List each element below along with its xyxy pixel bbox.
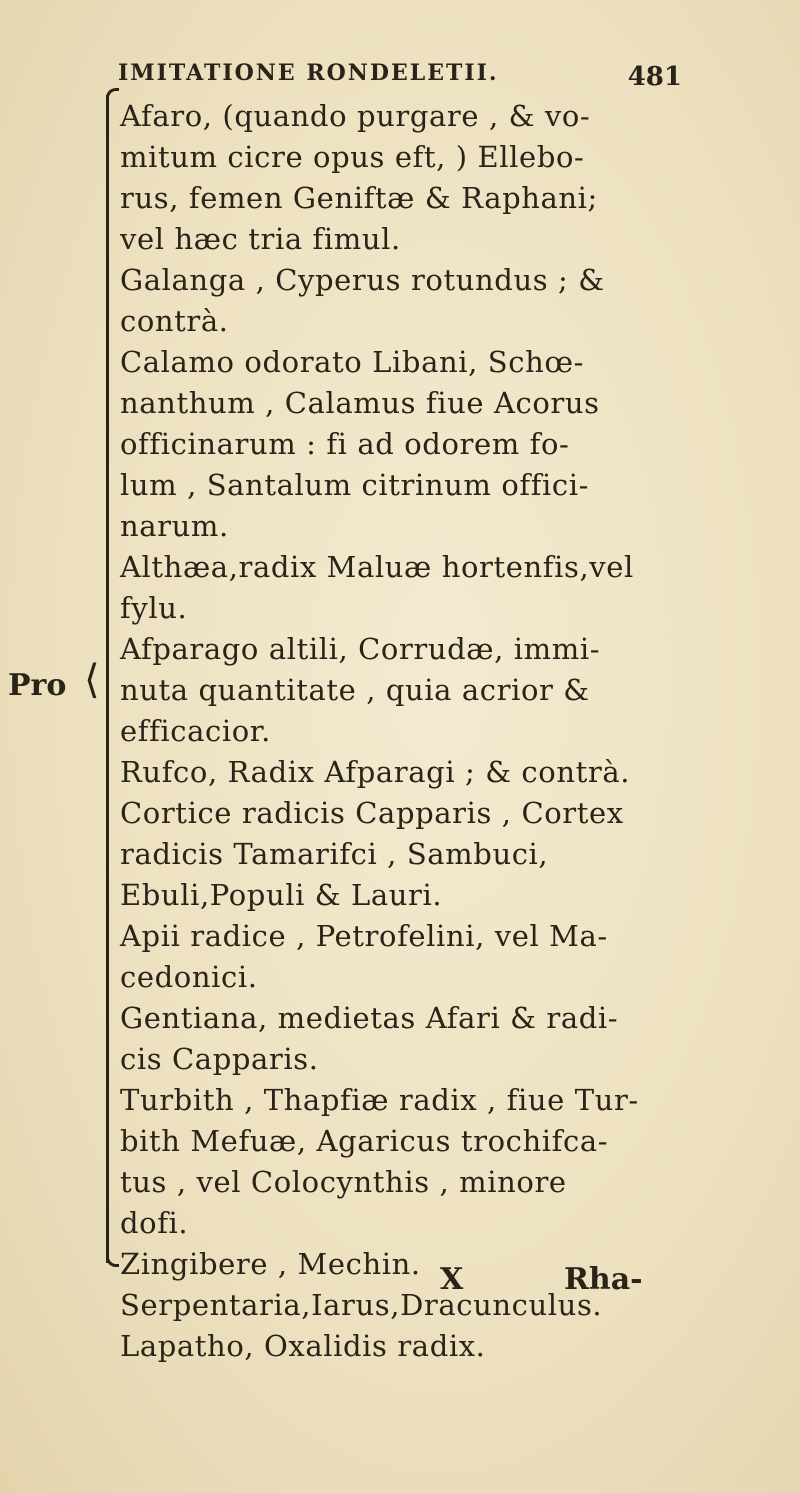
entry-line: Cortice radicis Capparis , Cortex: [120, 796, 624, 830]
brace-point-icon: ⟨: [84, 657, 100, 703]
entry-line: Galanga , Cyperus rotundus ; &: [120, 263, 605, 297]
entry-line: mitum cicre opus eft, ) Ellebo-: [120, 140, 585, 174]
entry-apii: [120, 916, 690, 998]
entry-afparago: [120, 629, 690, 752]
side-label: Pro: [8, 668, 67, 703]
entry-line: radicis Tamarifci , Sambuci,: [120, 837, 549, 871]
entry-line: Lapatho, Oxalidis radix.: [120, 1329, 486, 1363]
entry-line: rus, femen Geniftæ & Raphani;: [120, 181, 598, 215]
entry-line: Althæa,radix Maluæ hortenfis,vel: [120, 550, 634, 584]
entry-rufco: [120, 752, 690, 793]
entry-calamo: [120, 342, 690, 547]
entry-line: vel hæc tria fimul.: [120, 222, 401, 256]
entry-line: Rufco, Radix Afparagi ; & contrà.: [120, 755, 631, 789]
entry-list: [120, 96, 690, 1367]
entry-line: Ebuli,Populi & Lauri.: [120, 878, 443, 912]
entry-line: Gentiana, medietas Afari & radi-: [120, 1001, 619, 1035]
entry-line: dofi.: [120, 1206, 189, 1240]
entry-althaea: [120, 547, 690, 629]
entry-afaro: [120, 96, 690, 260]
page-header: [118, 60, 682, 100]
entry-line: officinarum : fi ad odorem fo-: [120, 427, 570, 461]
signature-mark: X: [440, 1262, 464, 1297]
entry-line: Calamo odorato Libani, Schœ-: [120, 345, 585, 379]
page-number: 481: [627, 62, 682, 92]
brace-bottom-hook: [106, 1252, 119, 1267]
entry-line: cedonici.: [120, 960, 258, 994]
entry-line: cis Capparis.: [120, 1042, 319, 1076]
entry-line: Apii radice , Petrofelini, vel Ma-: [120, 919, 608, 953]
entry-line: Afaro, (quando purgare , & vo-: [120, 99, 591, 133]
entry-galanga: [120, 260, 690, 342]
entry-line: efficacior.: [120, 714, 271, 748]
catchword: Rha-: [564, 1262, 643, 1297]
entry-lapatho: [120, 1326, 690, 1367]
entry-cortice: [120, 793, 690, 916]
entry-line: Zingibere , Mechin.: [120, 1247, 421, 1281]
brace-vertical-line: [106, 95, 109, 1263]
entry-line: nuta quantitate , quia acrior &: [120, 673, 590, 707]
entry-line: tus , vel Colocynthis , minore: [120, 1165, 567, 1199]
entry-line: nanthum , Calamus fiue Acorus: [120, 386, 600, 420]
entry-gentiana: [120, 998, 690, 1080]
entry-line: Afparago altili, Corrudæ, immi-: [120, 632, 601, 666]
entry-line: lum , Santalum citrinum offici-: [120, 468, 590, 502]
entry-line: Serpentaria,Iarus,Dracunculus.: [120, 1288, 603, 1322]
entry-line: narum.: [120, 509, 229, 543]
entry-line: Turbith , Thapfiæ radix , fiue Tur-: [120, 1083, 639, 1117]
entry-line: contrà.: [120, 304, 229, 338]
entry-line: bith Mefuæ, Agaricus trochifca-: [120, 1124, 609, 1158]
page-footer: [120, 1262, 680, 1312]
entry-line: fylu.: [120, 591, 188, 625]
running-head: IMITATIONE RONDELETII.: [118, 60, 499, 86]
entry-turbith: [120, 1080, 690, 1244]
